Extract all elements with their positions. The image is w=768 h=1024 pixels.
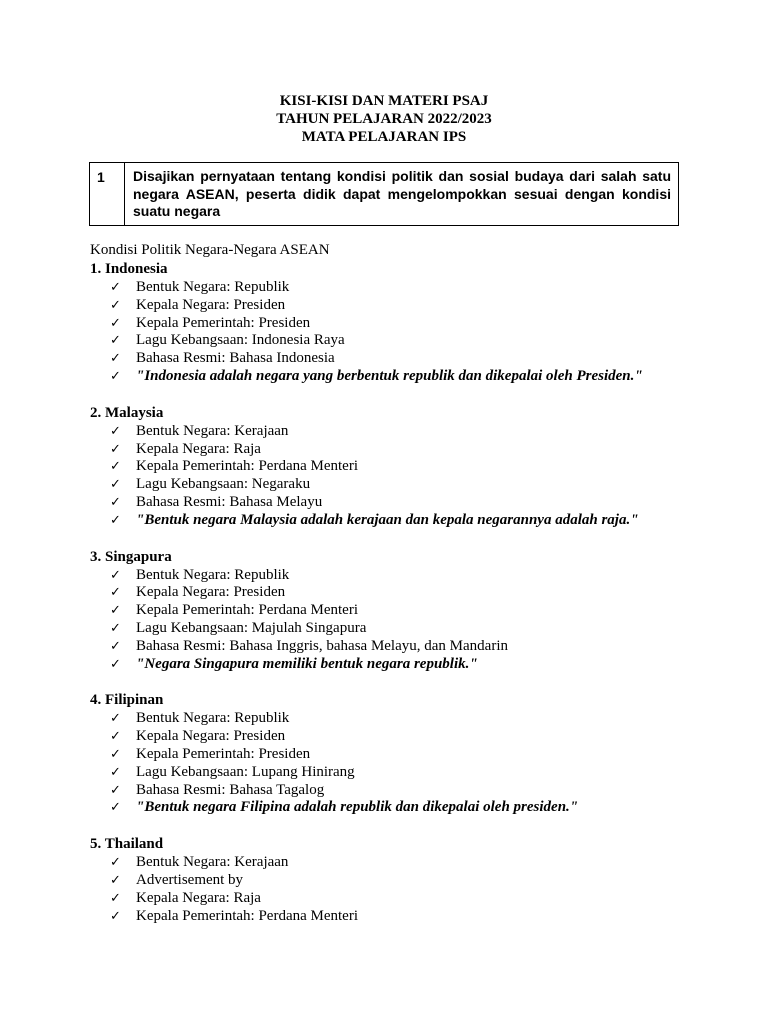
check-mark-icon: ✓ [110,638,121,654]
item-text: Bentuk Negara: Kerajaan [136,422,289,439]
list-item [90,746,710,764]
check-mark-icon: ✓ [110,603,121,619]
list-item [90,908,710,926]
item-text: Bahasa Resmi: Bahasa Melayu [136,493,323,510]
list-item [90,567,710,585]
item-text: Lagu Kebangsaan: Lupang Hinirang [136,763,355,780]
list-item [90,638,710,656]
quote-text: "Bentuk negara Malaysia adalah kerajaan dan kepala negarannya adalah raja." [136,511,639,528]
document-content [90,241,710,943]
item-text: Bentuk Negara: Kerajaan [136,854,289,871]
country-items [90,710,710,817]
check-mark-icon: ✓ [110,297,121,313]
country-title: 3. Singapura [90,548,172,565]
item-text: Lagu Kebangsaan: Majulah Singapura [136,619,367,636]
check-mark-icon: ✓ [110,729,121,745]
item-text: Bentuk Negara: Republik [136,566,290,583]
list-item [90,854,710,872]
item-text: Kepala Negara: Raja [136,889,261,906]
check-mark-icon: ✓ [110,315,121,331]
check-mark-icon: ✓ [110,782,121,798]
list-item [90,423,710,441]
item-text: Bahasa Resmi: Bahasa Indonesia [136,350,335,367]
item-text: Kepala Pemerintah: Perdana Menteri [136,602,358,619]
summary-quote [90,799,710,817]
item-text: Bahasa Resmi: Bahasa Tagalog [136,781,325,798]
check-mark-icon: ✓ [110,494,121,510]
country-section [90,691,710,817]
list-item [90,710,710,728]
list-item [90,350,710,368]
check-mark-icon: ✓ [110,620,121,636]
country-title: 1. Indonesia [90,261,168,277]
item-text: Kepala Pemerintah: Perdana Menteri [136,458,358,475]
check-mark-icon: ✓ [110,567,121,583]
summary-quote [90,656,710,674]
indicator-table [89,162,679,226]
country-title: 2. Malaysia [90,404,164,421]
item-text: Kepala Negara: Presiden [136,728,286,745]
check-mark-icon: ✓ [110,441,121,457]
summary-quote [90,368,710,386]
item-text: Lagu Kebangsaan: Negaraku [136,476,311,493]
item-text: Kepala Negara: Raja [136,440,261,457]
check-mark-icon: ✓ [110,280,121,295]
country-items [90,567,710,674]
quote-text: "Bentuk negara Filipina adalah republik dan dikepalai oleh presiden." [136,799,579,816]
list-item [90,458,710,476]
country-items [90,423,710,530]
list-item [90,890,710,908]
quote-text: "Negara Singapura memiliki bentuk negara republik." [136,655,478,672]
header-year: TAHUN PELAJARAN 2022/2023 [276,111,492,127]
list-item [90,494,710,512]
list-item [90,315,710,333]
check-mark-icon: ✓ [110,585,121,601]
item-text: Kepala Pemerintah: Perdana Menteri [136,907,358,924]
list-item [90,476,710,494]
check-mark-icon: ✓ [110,800,121,816]
indicator-number: 1 [90,163,125,225]
country-title: 5. Thailand [90,836,164,853]
indicator-text: Disajikan pernyataan tentang kondisi politik dan sosial budaya dari salah satu negara ASEAN, peserta didik dapat mengelompokkan sesuai dengan kondisi suatu negara [133,168,671,219]
check-mark-icon: ✓ [110,477,121,493]
item-text: Kepala Negara: Presiden [136,296,286,313]
check-mark-icon: ✓ [110,872,121,888]
check-mark-icon: ✓ [110,333,121,349]
document-header [0,92,768,146]
item-text: Kepala Negara: Presiden [136,584,286,601]
list-item [90,279,710,297]
list-item [90,297,710,315]
country-section [90,548,710,674]
header-subject: MATA PELAJARAN IPS [301,129,467,145]
country-section [90,835,710,925]
section-title: Kondisi Politik Negara-Negara ASEAN [90,242,330,258]
item-text: Bahasa Resmi: Bahasa Inggris, bahasa Melayu, dan Mandarin [136,637,508,654]
item-text: Lagu Kebangsaan: Indonesia Raya [136,332,345,349]
list-item [90,872,710,890]
country-items [90,854,710,925]
list-item [90,332,710,350]
country-title: 4. Filipinan [90,692,164,709]
check-mark-icon: ✓ [110,764,121,780]
summary-quote [90,512,710,530]
check-mark-icon: ✓ [110,351,121,367]
item-text: Kepala Pemerintah: Presiden [136,314,311,331]
item-text: Bentuk Negara: Republik [136,710,290,727]
country-section [90,260,710,386]
check-mark-icon: ✓ [110,512,121,528]
header-title: KISI-KISI DAN MATERI PSAJ [279,93,489,109]
country-items [90,279,710,386]
country-list [90,260,710,925]
check-mark-icon: ✓ [110,459,121,475]
check-mark-icon: ✓ [110,855,121,871]
check-mark-icon: ✓ [110,656,121,672]
item-text: Advertisement by [136,871,244,888]
check-mark-icon: ✓ [110,890,121,906]
list-item [90,620,710,638]
list-item [90,584,710,602]
list-item [90,441,710,459]
country-section [90,404,710,530]
list-item [90,764,710,782]
quote-text: "Indonesia adalah negara yang berbentuk republik dan dikepalai oleh Presiden." [136,367,643,384]
list-item [90,782,710,800]
check-mark-icon: ✓ [110,908,121,924]
check-mark-icon: ✓ [110,423,121,439]
list-item [90,602,710,620]
item-text: Bentuk Negara: Republik [136,279,290,295]
check-mark-icon: ✓ [110,368,121,384]
check-mark-icon: ✓ [110,711,121,727]
item-text: Kepala Pemerintah: Presiden [136,745,311,762]
check-mark-icon: ✓ [110,746,121,762]
list-item [90,728,710,746]
